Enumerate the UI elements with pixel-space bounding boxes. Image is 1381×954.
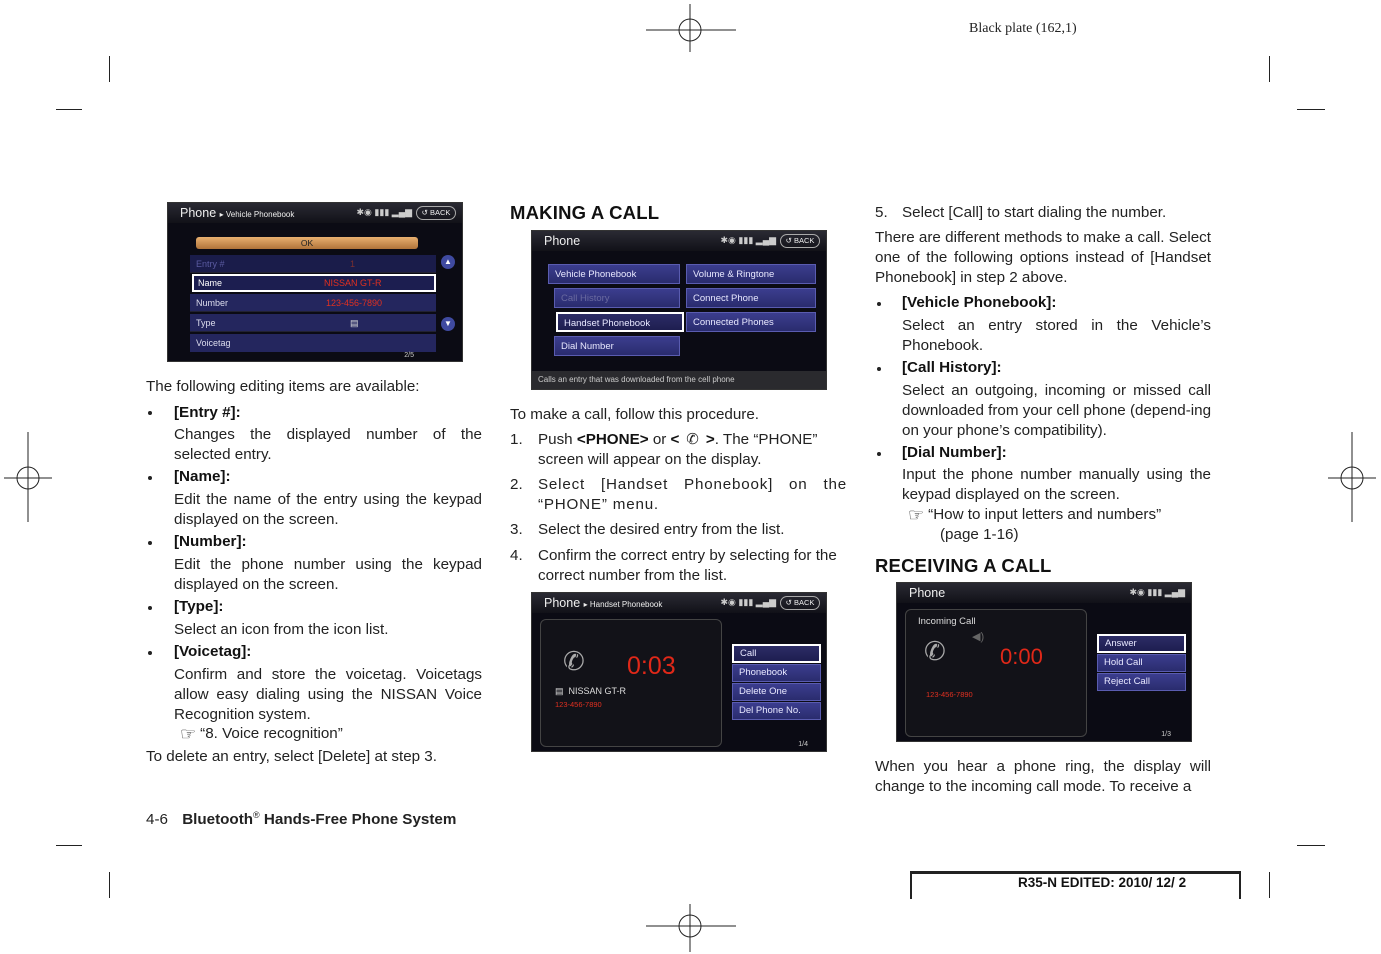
bullet [148,541,152,545]
registration-mark-icon [1328,432,1376,522]
menu-del-phone-no[interactable]: Del Phone No. [732,702,821,720]
page-number: 4-6 [146,811,168,829]
page-indicator: 1/4 [798,741,808,748]
term-type: [Type]: [174,598,224,615]
plate-label: Black plate (162,1) [969,21,1077,36]
desc-dial-number: Input the phone number manually using the keypad displayed on the screen. [902,466,1211,503]
step-5: Select [Call] to start dialing the number. [902,204,1167,221]
term-call-history: [Call History]: [902,359,1002,376]
menu-handset-phonebook[interactable]: Handset Phonebook [556,312,684,332]
screen-breadcrumb: ▸ Vehicle Phonebook [219,210,295,219]
status-icons: ✱◉ ▮▮▮ ▂▄▆ [720,235,776,245]
footer-title: 4-6 Bluetooth® Hands-Free Phone System [146,810,457,829]
contact-type-icon: ▤ [555,686,564,696]
menu-vehicle-phonebook[interactable]: Vehicle Phonebook [548,264,680,284]
reject-call-button[interactable]: Reject Call [1097,673,1186,691]
contact-name: ▤ NISSAN GT-R [555,686,627,696]
step-2: Select [Handset Phonebook] on the “PHONE” menu. [538,476,847,513]
col1-intro: The following editing items are available: [146,378,420,395]
cross-reference: ☞ “8. Voice recognition” [180,724,343,744]
term-vehicle-phonebook: [Vehicle Phonebook]: [902,294,1057,311]
back-button[interactable]: ↺ BACK [416,206,456,220]
crop-mark [1269,872,1270,898]
bullet [148,651,152,655]
step-1: Push <PHONE> or < ✆ >. The “PHONE” screen will appear on the display. [538,431,818,468]
desc-vehicle-phonebook: Select an entry stored in the Vehicle’s Phonebook. [902,317,1211,354]
menu-volume-ringtone[interactable]: Volume & Ringtone [686,264,816,284]
entry-fields [190,255,438,355]
screen-title: Phone [909,586,946,600]
screen-title: Phone [544,234,581,248]
menu-connect-phone[interactable]: Connect Phone [686,288,816,308]
answer-button[interactable]: Answer [1097,634,1186,653]
back-button[interactable]: ↺ BACK [780,596,820,610]
row-name[interactable]: Name NISSAN GT-R [192,274,436,292]
col2-intro: To make a call, follow this procedure. [510,406,760,423]
col1-outro: To delete an entry, select [Delete] at step 3. [146,748,437,765]
screen-breadcrumb: ▸ Handset Phonebook [583,600,663,609]
menu-phonebook[interactable]: Phonebook [732,664,821,682]
bullet [148,476,152,480]
term-number: [Number]: [174,533,247,550]
registration-mark-icon [646,4,736,52]
call-panel [540,619,722,747]
scroll-up-icon[interactable]: ▲ [441,255,455,269]
desc-number: Edit the phone number using the keypad displayed on the screen. [174,556,482,593]
col3-paragraph: There are different methods to make a call. Select one of the following options instead of [Handset Phonebook] in step 2 above. [875,229,1211,286]
cross-reference: ☞ “How to input letters and numbers” [908,505,1162,525]
call-panel [905,609,1087,737]
screen-title: Phone [180,206,217,220]
type-icon: ▤ [350,318,359,328]
screenshot-handset-phonebook [531,592,827,752]
cross-reference-page: (page 1-16) [940,526,1019,543]
term-name: [Name]: [174,468,231,485]
crop-mark [1297,109,1325,110]
menu-call-history[interactable]: Call History [554,288,680,308]
edited-label: R35-N EDITED: 2010/ 12/ 2 [1018,875,1187,890]
term-entry: [Entry #]: [174,404,241,421]
page-indicator: 2/5 [404,352,414,359]
bullet [877,367,881,371]
crop-mark [1297,845,1325,846]
crop-mark [109,872,110,898]
page-indicator: 1/3 [1161,731,1171,738]
term-dial-number: [Dial Number]: [902,444,1007,461]
bullet [148,606,152,610]
screen-title: Phone [544,596,581,610]
caller-number: 123-456-7890 [926,690,973,699]
row-type[interactable]: Type ▤ [190,314,436,332]
step-number: 5. [875,204,888,221]
col3-outro: When you hear a phone ring, the display will change to the incoming call mode. To receive a [875,758,1211,795]
incoming-label: Incoming Call [918,616,976,627]
heading-receiving-a-call: RECEIVING A CALL [875,555,1052,576]
phone-handset-icon: ✆ [563,646,585,676]
pointing-hand-icon: ☞ [908,505,925,525]
back-button[interactable]: ↺ BACK [780,234,820,248]
contact-number: 123-456-7890 [555,700,602,709]
scroll-down-icon[interactable]: ▼ [441,317,455,331]
bullet [877,452,881,456]
step-4: Confirm the correct entry by selecting for the correct number from the list. [538,547,837,584]
desc-name: Edit the name of the entry using the keypad displayed on the screen. [174,491,482,528]
ok-button[interactable]: OK [196,237,418,249]
step-number: 3. [510,521,523,538]
screen-header [168,203,462,223]
step-number: 4. [510,547,523,564]
status-icons: ✱◉ ▮▮▮ ▂▄▆ [356,207,412,217]
screen-header [897,583,1191,603]
term-voicetag: [Voicetag]: [174,643,252,660]
desc-type: Select an icon from the icon list. [174,621,389,638]
menu-delete-one[interactable]: Delete One [732,683,821,701]
hold-call-button[interactable]: Hold Call [1097,654,1186,672]
menu-call[interactable]: Call [732,644,821,663]
menu-dial-number[interactable]: Dial Number [554,336,680,356]
bullet [877,302,881,306]
step-number: 1. [510,431,523,448]
call-timer: 0:00 [1000,644,1043,669]
phone-handset-icon: ✆ [686,431,700,448]
row-number[interactable]: Number 123-456-7890 [190,294,436,312]
desc-voicetag: Confirm and store the voicetag. Voicetags allow easy dialing using the NISSAN Voice Recognition system. [174,666,482,723]
heading-making-a-call: MAKING A CALL [510,202,660,223]
screenshot-vehicle-phonebook [167,202,463,362]
menu-connected-phones[interactable]: Connected Phones [686,312,816,332]
phone-handset-icon: ✆ [924,636,946,666]
ringing-icon: ◀︎) [972,631,985,643]
step-3: Select the desired entry from the list. [538,521,785,538]
crop-mark [1269,56,1270,82]
desc-entry: Changes the displayed number of the selected entry. [174,426,482,463]
screenshot-phone-menu [531,230,827,390]
screen-header [532,593,826,613]
row-entry[interactable]: Entry # 1 [190,255,436,273]
desc-call-history: Select an outgoing, incoming or missed call downloaded from your cell phone (depend-ing on your phone’s compatibility). [902,382,1212,439]
screenshot-incoming-call [896,582,1192,742]
pointing-hand-icon: ☞ [180,724,197,744]
row-voicetag[interactable]: Voicetag [190,334,436,352]
bullet [148,411,152,415]
help-hint: Calls an entry that was downloaded from the cell phone [532,371,826,389]
crop-mark [56,845,82,846]
step-number: 2. [510,476,523,493]
status-icons: ✱◉ ▮▮▮ ▂▄▆ [1129,587,1185,597]
crop-mark [109,56,110,82]
crop-mark [56,109,82,110]
status-icons: ✱◉ ▮▮▮ ▂▄▆ [720,597,776,607]
registration-mark-icon [4,432,52,522]
registration-mark-icon [646,904,736,952]
call-timer: 0:03 [627,652,676,680]
screen-header [532,231,826,251]
